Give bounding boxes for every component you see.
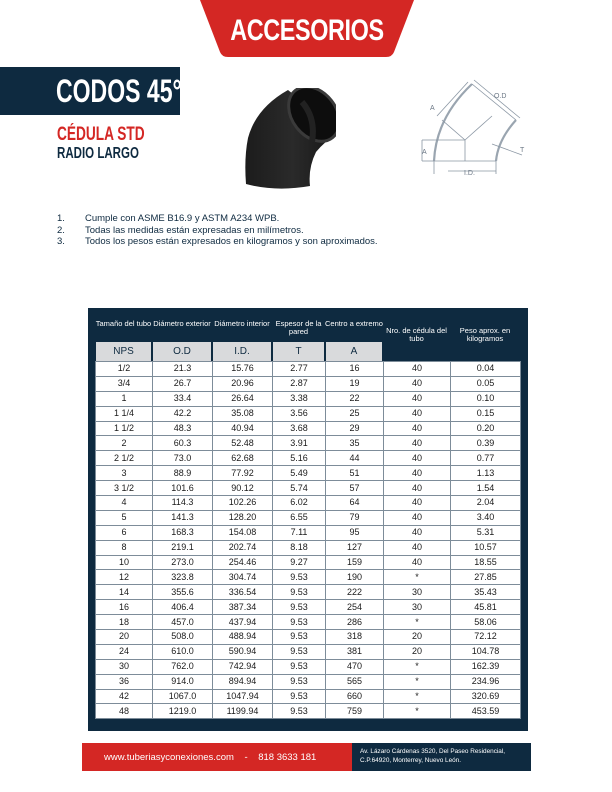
- note-text: Todas las medidas están expresadas en milímetros.: [85, 224, 304, 236]
- table-cell: 222: [326, 585, 384, 600]
- table-cell: 1199.94: [213, 704, 273, 719]
- table-cell: 27.85: [451, 570, 521, 585]
- table-cell: 508.0: [153, 630, 213, 645]
- table-cell: 190: [326, 570, 384, 585]
- table-cell: 159: [326, 555, 384, 570]
- table-cell: 16: [326, 362, 384, 377]
- category-banner: [200, 0, 414, 58]
- table-cell: 20.96: [213, 376, 273, 391]
- radius-subtitle: RADIO LARGO: [57, 145, 139, 162]
- table-cell: 660: [326, 689, 384, 704]
- table-row: [96, 689, 521, 704]
- table-cell: 9.53: [273, 570, 326, 585]
- column-header-desc: Espesor de la pared: [275, 319, 322, 336]
- table-cell: 10.57: [451, 540, 521, 555]
- column-header-desc: Tamaño del tubo: [95, 319, 152, 328]
- table-cell: 1047.94: [213, 689, 273, 704]
- website-link[interactable]: www.tuberiasyconexiones.com: [104, 752, 234, 763]
- table-cell: 470: [326, 659, 384, 674]
- table-cell: 36: [96, 674, 153, 689]
- table-row: [96, 376, 521, 391]
- table-cell: 30: [96, 659, 153, 674]
- table-cell: 35: [326, 436, 384, 451]
- column-header-desc: Centro a extremo: [325, 319, 383, 328]
- table-row: [96, 421, 521, 436]
- table-cell: 95: [326, 525, 384, 540]
- table-cell: 21.3: [153, 362, 213, 377]
- table-cell: 3.40: [451, 510, 521, 525]
- table-cell: 8: [96, 540, 153, 555]
- table-cell: 104.78: [451, 644, 521, 659]
- table-row: [96, 466, 521, 481]
- table-cell: 3.56: [273, 406, 326, 421]
- table-cell: 202.74: [213, 540, 273, 555]
- table-cell: 18.55: [451, 555, 521, 570]
- table-cell: 1.13: [451, 466, 521, 481]
- table-cell: 101.6: [153, 481, 213, 496]
- diagram-label-a-top: A: [430, 105, 435, 112]
- table-cell: 355.6: [153, 585, 213, 600]
- table-cell: 1067.0: [153, 689, 213, 704]
- table-cell: 894.94: [213, 674, 273, 689]
- table-cell: 60.3: [153, 436, 213, 451]
- table-cell: 51: [326, 466, 384, 481]
- table-cell: 40: [384, 540, 451, 555]
- table-cell: 437.94: [213, 615, 273, 630]
- table-cell: 219.1: [153, 540, 213, 555]
- table-cell: 33.4: [153, 391, 213, 406]
- table-cell: 26.64: [213, 391, 273, 406]
- table-cell: 320.69: [451, 689, 521, 704]
- table-row: [96, 362, 521, 377]
- table-cell: 40: [384, 555, 451, 570]
- table-cell: 9.53: [273, 600, 326, 615]
- column-header-symbol: I.D.: [213, 342, 271, 361]
- table-cell: 24: [96, 644, 153, 659]
- table-cell: 1/2: [96, 362, 153, 377]
- table-cell: 3: [96, 466, 153, 481]
- table-cell: 30: [384, 600, 451, 615]
- table-cell: 488.94: [213, 630, 273, 645]
- table-cell: 162.39: [451, 659, 521, 674]
- table-cell: 336.54: [213, 585, 273, 600]
- table-cell: 914.0: [153, 674, 213, 689]
- column-header-desc: Peso aprox. en kilogramos: [459, 326, 511, 343]
- table-cell: 19: [326, 376, 384, 391]
- footer-contact: [104, 752, 316, 763]
- table-cell: 35.08: [213, 406, 273, 421]
- table-cell: 457.0: [153, 615, 213, 630]
- table-cell: 5: [96, 510, 153, 525]
- table-cell: 57: [326, 481, 384, 496]
- note-item: [57, 213, 378, 225]
- table-cell: 3.68: [273, 421, 326, 436]
- table-cell: 273.0: [153, 555, 213, 570]
- table-cell: 2 1/2: [96, 451, 153, 466]
- table-row: [96, 630, 521, 645]
- table-row: [96, 674, 521, 689]
- elbow-product-image: [236, 88, 336, 205]
- note-number: 1.: [57, 213, 65, 224]
- table-cell: 3.91: [273, 436, 326, 451]
- table-cell: 128.20: [213, 510, 273, 525]
- column-header-symbol: T: [273, 342, 324, 361]
- diagram-label-id: I.D.: [464, 170, 475, 177]
- table-cell: 3/4: [96, 376, 153, 391]
- table-row: [96, 555, 521, 570]
- table-cell: 20: [96, 630, 153, 645]
- table-cell: 9.53: [273, 585, 326, 600]
- table-cell: 1.54: [451, 481, 521, 496]
- table-cell: 6.55: [273, 510, 326, 525]
- table-cell: 9.53: [273, 674, 326, 689]
- technical-diagram: [412, 68, 532, 193]
- table-cell: 40: [384, 421, 451, 436]
- table-cell: 381: [326, 644, 384, 659]
- table-cell: 88.9: [153, 466, 213, 481]
- table-cell: 1: [96, 391, 153, 406]
- column-header-symbol: A: [326, 342, 382, 361]
- table-cell: 2.77: [273, 362, 326, 377]
- table-cell: 610.0: [153, 644, 213, 659]
- table-cell: 52.48: [213, 436, 273, 451]
- table-cell: *: [384, 615, 451, 630]
- table-cell: 9.53: [273, 630, 326, 645]
- table-cell: 29: [326, 421, 384, 436]
- table-cell: 9.53: [273, 659, 326, 674]
- table-cell: 6: [96, 525, 153, 540]
- table-cell: 1219.0: [153, 704, 213, 719]
- table-cell: 48: [96, 704, 153, 719]
- table-cell: 590.94: [213, 644, 273, 659]
- table-row: [96, 510, 521, 525]
- table-cell: 10: [96, 555, 153, 570]
- table-cell: 0.04: [451, 362, 521, 377]
- table-cell: 5.31: [451, 525, 521, 540]
- table-cell: 0.10: [451, 391, 521, 406]
- column-header-desc: Nro. de cédula del tubo: [386, 326, 447, 343]
- table-cell: 154.08: [213, 525, 273, 540]
- table-cell: 7.11: [273, 525, 326, 540]
- table-row: [96, 481, 521, 496]
- table-row: [96, 585, 521, 600]
- table-cell: 102.26: [213, 496, 273, 511]
- table-row: [96, 525, 521, 540]
- table-cell: 0.15: [451, 406, 521, 421]
- table-cell: 26.7: [153, 376, 213, 391]
- table-cell: 8.18: [273, 540, 326, 555]
- table-cell: 44: [326, 451, 384, 466]
- table-cell: 40: [384, 362, 451, 377]
- address-line-2: C.P.64920, Monterrey, Nuevo León.: [360, 757, 462, 764]
- table-cell: 40: [384, 451, 451, 466]
- table-cell: 323.8: [153, 570, 213, 585]
- table-row: [96, 600, 521, 615]
- table-cell: 40: [384, 525, 451, 540]
- note-text: Todos los pesos están expresados en kilogramos y son aproximados.: [85, 236, 378, 247]
- table-cell: 9.53: [273, 689, 326, 704]
- table-cell: 16: [96, 600, 153, 615]
- table-cell: 141.3: [153, 510, 213, 525]
- table-cell: 15.76: [213, 362, 273, 377]
- table-cell: 79: [326, 510, 384, 525]
- table-cell: 40: [384, 510, 451, 525]
- table-cell: 1 1/4: [96, 406, 153, 421]
- note-number: 2.: [57, 224, 65, 236]
- table-row: [96, 436, 521, 451]
- table-row: [96, 704, 521, 719]
- column-header-desc: Diámetro exterior: [153, 319, 211, 328]
- table-cell: 9.27: [273, 555, 326, 570]
- table-cell: 40: [384, 481, 451, 496]
- table-cell: *: [384, 689, 451, 704]
- table-cell: 12: [96, 570, 153, 585]
- table-cell: 5.16: [273, 451, 326, 466]
- table-cell: 0.20: [451, 421, 521, 436]
- table-cell: 114.3: [153, 496, 213, 511]
- table-cell: *: [384, 659, 451, 674]
- note-item: [57, 236, 378, 248]
- page-title: CODOS 45°: [56, 73, 182, 109]
- column-header-symbol: O.D: [153, 342, 211, 361]
- table-cell: 387.34: [213, 600, 273, 615]
- table-cell: 168.3: [153, 525, 213, 540]
- phone-number[interactable]: 818 3633 181: [258, 752, 317, 763]
- table-row: [96, 496, 521, 511]
- table-cell: 0.77: [451, 451, 521, 466]
- table-cell: 30: [384, 585, 451, 600]
- table-cell: 2.87: [273, 376, 326, 391]
- note-number: 3.: [57, 236, 65, 247]
- table-cell: 20: [384, 644, 451, 659]
- table-cell: 42.2: [153, 406, 213, 421]
- table-cell: 742.94: [213, 659, 273, 674]
- table-row: [96, 570, 521, 585]
- table-cell: 2: [96, 436, 153, 451]
- table-cell: 318: [326, 630, 384, 645]
- table-cell: 304.74: [213, 570, 273, 585]
- note-text: Cumple con ASME B16.9 y ASTM A234 WPB.: [85, 213, 280, 224]
- diagram-label-a-side: A: [422, 149, 427, 156]
- table-cell: 234.96: [451, 674, 521, 689]
- notes-list: [57, 213, 378, 248]
- table-row: [96, 451, 521, 466]
- table-cell: 64: [326, 496, 384, 511]
- table-cell: 453.59: [451, 704, 521, 719]
- table-cell: 4: [96, 496, 153, 511]
- table-cell: 5.49: [273, 466, 326, 481]
- table-cell: 35.43: [451, 585, 521, 600]
- banner-label: ACCESORIOS: [230, 14, 384, 47]
- table-cell: 58.06: [451, 615, 521, 630]
- table-cell: 9.53: [273, 704, 326, 719]
- table-cell: 40: [384, 376, 451, 391]
- table-cell: 759: [326, 704, 384, 719]
- table-cell: 40: [384, 436, 451, 451]
- table-cell: 762.0: [153, 659, 213, 674]
- table-cell: 73.0: [153, 451, 213, 466]
- table-cell: 6.02: [273, 496, 326, 511]
- table-cell: 9.53: [273, 615, 326, 630]
- address-line-1: Av. Lázaro Cárdenas 3520, Del Paseo Residencial,: [360, 748, 506, 755]
- diagram-label-od: O.D: [494, 93, 507, 100]
- table-cell: 2.04: [451, 496, 521, 511]
- table-cell: 286: [326, 615, 384, 630]
- table-cell: 45.81: [451, 600, 521, 615]
- table-cell: 62.68: [213, 451, 273, 466]
- column-header-symbol: NPS: [96, 342, 151, 361]
- table-cell: 77.92: [213, 466, 273, 481]
- table-cell: 18: [96, 615, 153, 630]
- note-item: [57, 225, 378, 237]
- table-row: [96, 644, 521, 659]
- column-header-desc: Diámetro interior: [214, 319, 270, 328]
- table-cell: 0.39: [451, 436, 521, 451]
- table-cell: 72.12: [451, 630, 521, 645]
- table-cell: *: [384, 674, 451, 689]
- schedule-subtitle: CÉDULA STD: [57, 124, 145, 145]
- table-cell: *: [384, 570, 451, 585]
- table-cell: 9.53: [273, 644, 326, 659]
- table-cell: 48.3: [153, 421, 213, 436]
- table-cell: 0.05: [451, 376, 521, 391]
- table-cell: 90.12: [213, 481, 273, 496]
- table-cell: 40: [384, 391, 451, 406]
- table-cell: 127: [326, 540, 384, 555]
- table-cell: 40: [384, 496, 451, 511]
- table-cell: 40: [384, 406, 451, 421]
- table-row: [96, 406, 521, 421]
- table-cell: 40.94: [213, 421, 273, 436]
- table-cell: 20: [384, 630, 451, 645]
- table-cell: 42: [96, 689, 153, 704]
- footer-address: [360, 747, 530, 765]
- table-row: [96, 391, 521, 406]
- table-cell: 3 1/2: [96, 481, 153, 496]
- separator: -: [244, 752, 248, 763]
- diagram-label-t: T: [520, 147, 525, 154]
- table-row: [96, 659, 521, 674]
- table-row: [96, 540, 521, 555]
- table-cell: 1 1/2: [96, 421, 153, 436]
- table-cell: *: [384, 704, 451, 719]
- table-cell: 40: [384, 466, 451, 481]
- table-cell: 5.74: [273, 481, 326, 496]
- table-cell: 254.46: [213, 555, 273, 570]
- table-cell: 254: [326, 600, 384, 615]
- table-cell: 3.38: [273, 391, 326, 406]
- table-row: [96, 615, 521, 630]
- table-cell: 406.4: [153, 600, 213, 615]
- dimensions-table: [95, 361, 521, 719]
- table-cell: 565: [326, 674, 384, 689]
- table-cell: 22: [326, 391, 384, 406]
- table-cell: 25: [326, 406, 384, 421]
- table-cell: 14: [96, 585, 153, 600]
